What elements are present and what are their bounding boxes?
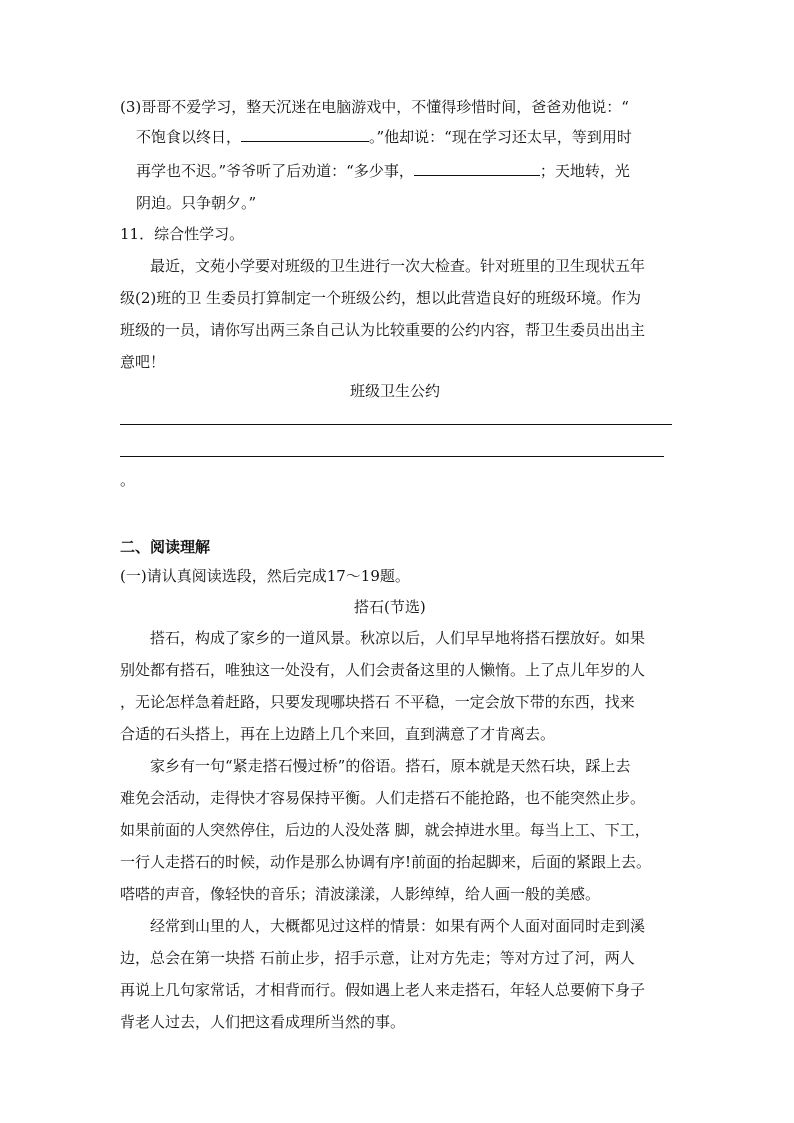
q10-3-line-2 — [136, 127, 632, 147]
q11-end-mark: 。 — [120, 471, 136, 489]
passage-para3-line-3: 再说上几句家常话，才相背而行。假如遇上老人来走搭石，年轻人总要俯下身子 — [120, 981, 646, 999]
passage-para1-line-3: ，无论怎样急着赶路，只要发现哪块搭石 不平稳，一定会放下带的东西，找来 — [120, 693, 635, 711]
q11-paragraph-line-2: 级(2)班的卫 生委员打算制定一个班级公约，想以此营造良好的班级环境。作为 — [120, 289, 642, 307]
passage-para3-line-4: 背老人过去，人们把这看成理所当然的事。 — [120, 1013, 406, 1031]
q10-3-line-3 — [136, 161, 630, 181]
passage-para1-line-4: 合适的石头搭上，再在上边踏上几个来回，直到满意了才肯离去。 — [120, 725, 556, 743]
passage-para2-line-1: 家乡有一句“紧走搭石慢过桥”的俗语。搭石，原本就是天然石块，踩上去 — [150, 757, 631, 775]
q10-3-line-3-end: ；天地转，光 — [539, 162, 630, 180]
passage-para2-line-3: 如果前面的人突然停住，后边的人没处落 脚，就会掉进水里。每当上工、下工， — [120, 821, 650, 839]
answer-blank-2[interactable] — [414, 161, 540, 176]
q11-heading: 11．综合性学习。 — [120, 225, 245, 243]
q10-3-line-2-end: 。”他却说：“现在学习还太早，等到用时 — [369, 128, 632, 146]
answer-line-2[interactable] — [120, 456, 664, 457]
q11-convention-title: 班级卫生公约 — [350, 382, 441, 400]
passage-para3-line-1: 经常到山里的人，大概都见过这样的情景：如果有两个人面对面同时走到溪 — [150, 917, 646, 935]
q11-paragraph-line-1: 最近，文苑小学要对班级的卫生进行一次大检查。针对班里的卫生现状五年 — [150, 257, 646, 275]
passage-para2-line-2: 难免会活动，走得快才容易保持平衡。人们走搭石不能抢路，也不能突然止步。 — [120, 789, 646, 807]
passage-para2-line-4: 一行人走搭石的时候，动作是那么协调有序!前面的抬起脚来，后面的紧跟上去。 — [120, 853, 652, 871]
passage-para2-line-5: 嗒嗒的声音，像轻快的音乐；清波漾漾，人影绰绰，给人画一般的美感。 — [120, 885, 601, 903]
passage-para3-line-2: 边，总会在第一块搭 石前止步，招手示意，让对方先走；等对方过了河，两人 — [120, 949, 635, 967]
q11-paragraph-line-3: 班级的一员，请你写出两三条自己认为比较重要的公约内容，帮卫生委员出出主 — [120, 321, 646, 339]
q11-paragraph-line-4: 意吧！ — [120, 353, 166, 371]
section-2-heading: 二、阅读理解 — [120, 538, 211, 556]
q10-3-line-3-start: 再学也不迟。”爷爷听了后劝道：“多少事， — [136, 162, 414, 180]
answer-line-1[interactable] — [120, 424, 672, 425]
passage-para1-line-1: 搭石，构成了家乡的一道风景。秋凉以后，人们早早地将搭石摆放好。如果 — [150, 629, 646, 647]
q10-3-line-2-start: 不饱食以终日， — [136, 128, 242, 146]
q10-3-line-4: 阴迫。只争朝夕。” — [136, 194, 257, 212]
q10-3-line-1: (3)哥哥不爱学习，整天沉迷在电脑游戏中，不懂得珍惜时间，爸爸劝他说：“ — [120, 98, 629, 116]
section-2-intro: (一)请认真阅读选段，然后完成17～19题。 — [120, 567, 410, 585]
answer-blank-1[interactable] — [241, 127, 369, 142]
passage-title: 搭石(节选) — [354, 598, 426, 616]
passage-para1-line-2: 别处都有搭石，唯独这一处没有，人们会责备这里的人懒惰。上了点儿年岁的人 — [120, 661, 646, 679]
